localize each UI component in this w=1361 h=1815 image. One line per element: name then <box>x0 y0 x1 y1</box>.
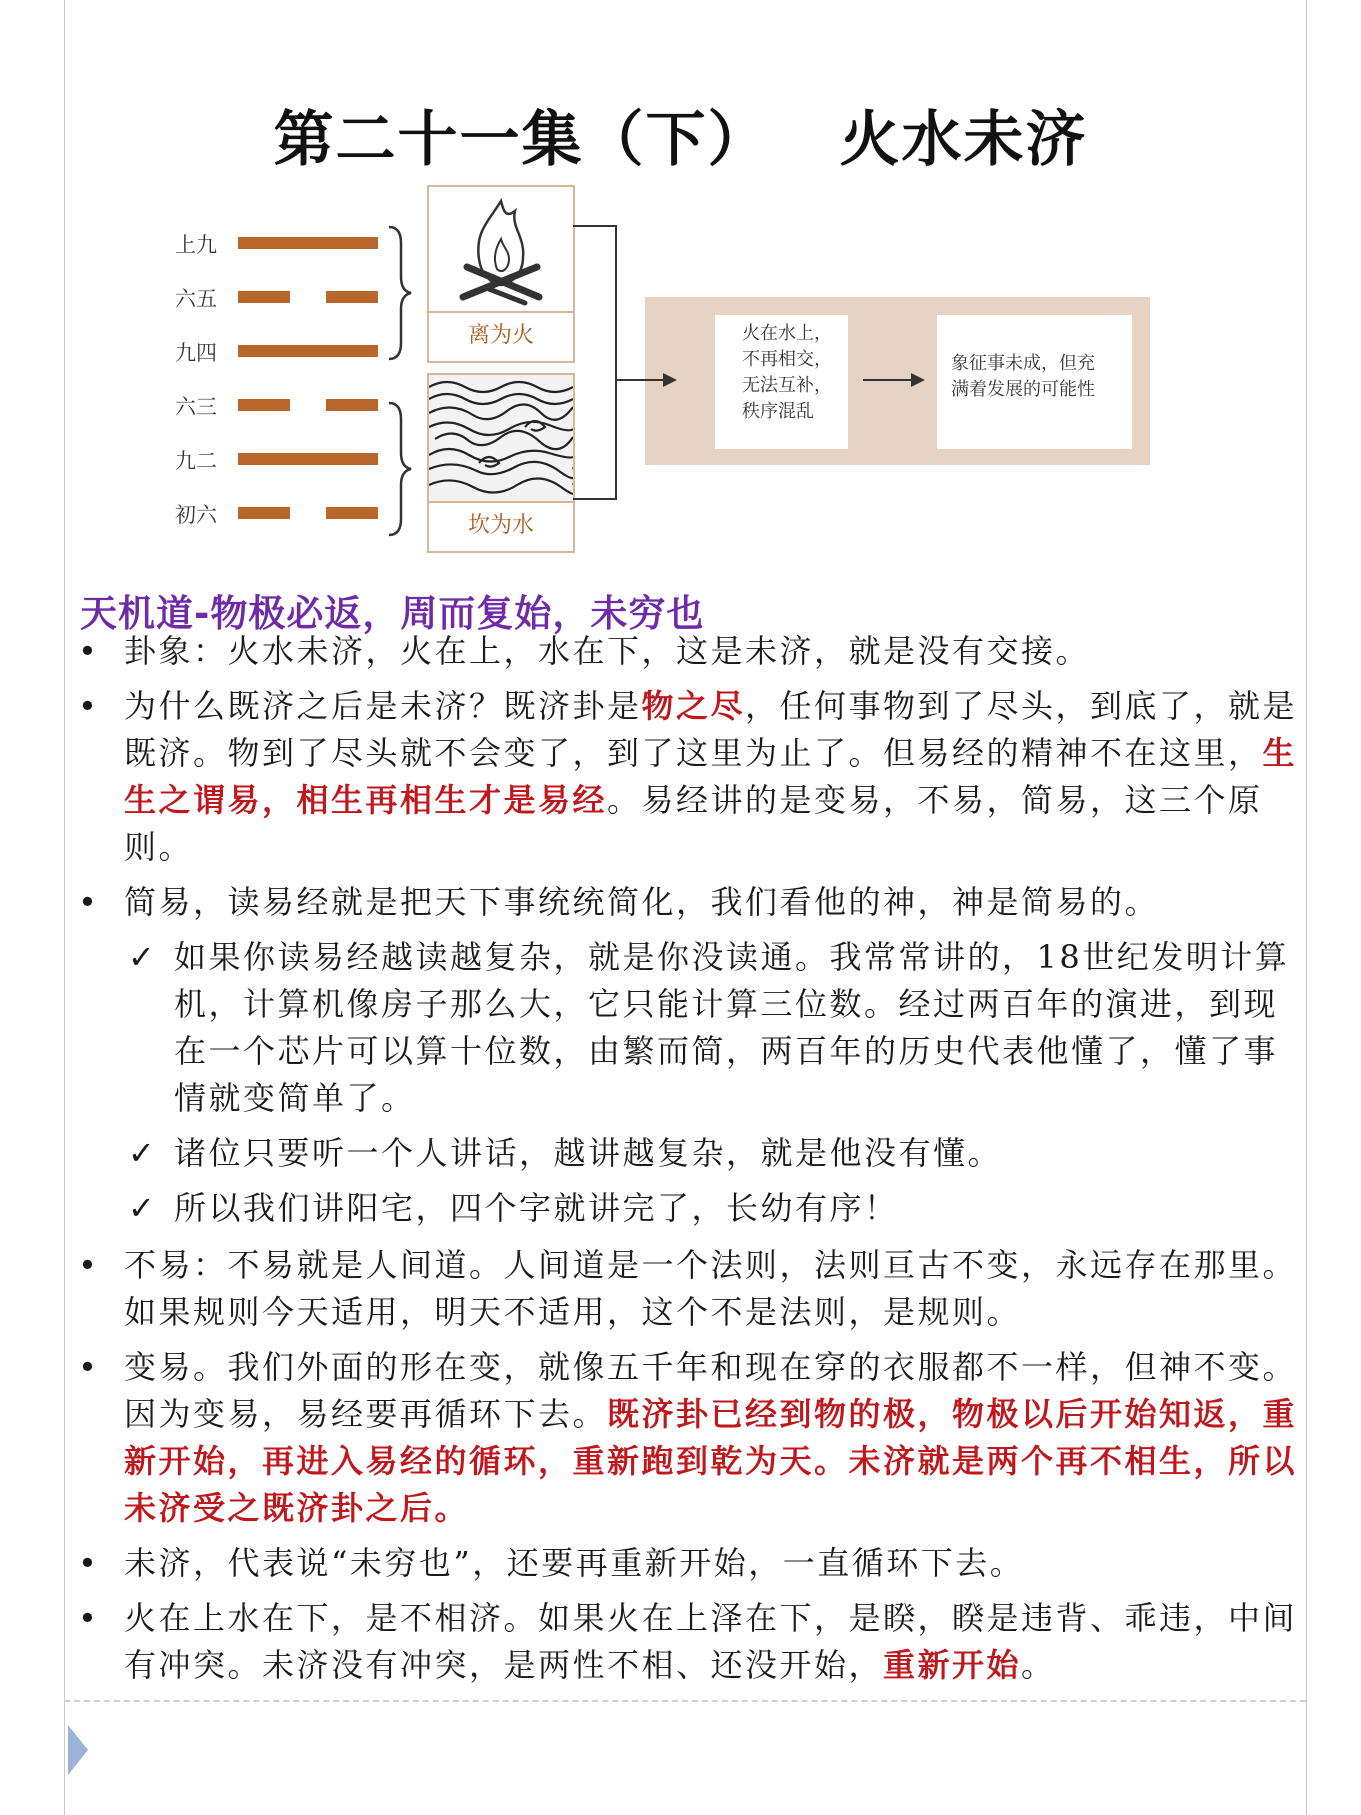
lower-trigram-caption: 坎为水 <box>429 501 573 551</box>
connector-vertical <box>615 225 617 500</box>
line-label-shangjiu: 上九 <box>175 233 217 257</box>
hexagram-diagram <box>175 185 1175 575</box>
check-list <box>128 934 1308 1232</box>
bullet-icon: • <box>78 1348 100 1386</box>
arrow-1-shaft <box>617 379 667 381</box>
yang-line-1 <box>238 237 378 249</box>
bullet-gua-xiang: • 卦象：火水未济，火在上，水在下，这是未济，就是没有交接。 <box>78 628 1308 675</box>
yin-line-2b <box>326 291 378 303</box>
line-label-liuwu: 六五 <box>175 287 217 311</box>
bullet-icon: • <box>78 687 100 725</box>
line-label-chuliu: 初六 <box>175 503 217 527</box>
arrow-2-shaft <box>863 379 915 381</box>
notes-body <box>78 628 1308 1697</box>
effect-line-4: 秩序混乱 <box>742 401 814 422</box>
yin-line-4a <box>238 399 290 411</box>
highlight-sheng-sheng: 生生之谓易，相生再相生才是易经 <box>124 734 1298 819</box>
highlight-chong-xin: 重新开始 <box>883 1646 1022 1684</box>
highlight-wu-ji: 既济卦已经到物的极，物极以后开始知返，重新开始，再进入易经的循环，重新跑到乾为天。未济就是两个再不相生，所以未济受之既济卦之后。 <box>124 1395 1298 1527</box>
bullet-icon: • <box>78 1246 100 1284</box>
yang-line-5 <box>238 453 378 465</box>
connector-bottom <box>573 498 615 500</box>
checkmark-icon: ✓ <box>128 938 158 976</box>
checkmark-icon: ✓ <box>128 1134 158 1172</box>
yin-line-2a <box>238 291 290 303</box>
effect-card <box>715 315 848 449</box>
section-heading: 天机道-物极必返，周而复始，未穷也 <box>80 592 705 635</box>
bullet-bu-xiang-ji: • 火在上水在下，是不相济。如果火在上泽在下，是睽，睽是违背、乖违，中间有冲突。未济没有冲突，是两性不相、还没开始，重新开始。 <box>78 1595 1308 1689</box>
bullet-bian-yi: • 变易。我们外面的形在变，就像五千年和现在穿的衣服都不一样，但神不变。因为变易，易经要再循环下去。既济卦已经到物的极，物极以后开始知返，重新开始，再进入易经的循环，重新跑到乾为天。未济就是两个再不相生，所以未济受之既济卦之后。 <box>78 1344 1308 1532</box>
check-item: ✓ 所以我们讲阳宅，四个字就讲完了，长幼有序！ <box>128 1185 1308 1232</box>
effect-line-2: 不再相交， <box>742 349 832 370</box>
bullet-wei-qiong: • 未济，代表说“未穷也”，还要再重新开始，一直循环下去。 <box>78 1540 1308 1587</box>
upper-trigram-caption: 离为火 <box>429 311 573 361</box>
bullet-icon: • <box>78 883 100 921</box>
symbolism-line-1: 象征事未成，但充 <box>951 353 1095 374</box>
highlight-wu-zhi-jin: 物之尽 <box>641 687 746 725</box>
bullet-icon: • <box>78 1599 100 1637</box>
arrow-2-head-icon <box>911 373 925 387</box>
bullet-icon: • <box>78 1544 100 1582</box>
water-image <box>427 373 575 553</box>
page-border-left <box>64 0 65 1815</box>
bullet-bu-yi: • 不易：不易就是人间道。人间道是一个法则，法则亘古不变，永远存在那里。如果规则今天适用，明天不适用，这个不是法则，是规则。 <box>78 1242 1308 1336</box>
checkmark-icon: ✓ <box>128 1189 158 1227</box>
page-title <box>0 92 1361 178</box>
effect-line-3: 无法互补， <box>742 375 832 396</box>
brace-icons <box>385 223 415 543</box>
symbolism-card <box>937 315 1132 449</box>
check-item: ✓ 诸位只要听一个人讲话，越讲越复杂，就是他没有懂。 <box>128 1130 1308 1177</box>
yin-line-4b <box>326 399 378 411</box>
fire-image <box>427 185 575 363</box>
title-episode: 第二十一集（下） <box>273 105 770 175</box>
effect-line-1: 火在水上， <box>742 323 832 344</box>
bullet-jian-yi: • 简易，读易经就是把天下事统统简化，我们看他的神，神是简易的。 <box>78 879 1308 926</box>
check-item: ✓ 如果你读易经越读越复杂，就是你没读通。我常常讲的，18世纪发明计算机，计算机像房子那么大，它只能计算三位数。经过两百年的演进，到现在一个芯片可以算十位数，由繁而简，两百年的历史代表他懂了，懂了事情就变简单了。 <box>128 934 1308 1122</box>
campfire-icon <box>429 187 573 313</box>
title-hexagram: 火水未济 <box>839 105 1088 175</box>
next-slide-icon[interactable] <box>68 1725 88 1775</box>
line-label-liusan: 六三 <box>175 395 217 419</box>
bullet-icon: • <box>78 632 100 670</box>
yang-line-3 <box>238 345 378 357</box>
waves-icon <box>429 375 573 503</box>
line-label-jiusi: 九四 <box>175 341 217 365</box>
connector-top <box>573 225 615 227</box>
line-label-jiuer: 九二 <box>175 449 217 473</box>
yin-line-6b <box>326 507 378 519</box>
dashed-divider <box>64 1700 1306 1702</box>
arrow-1-head-icon <box>663 373 677 387</box>
bullet-why-weiji: • 为什么既济之后是未济？既济卦是物之尽，任何事物到了尽头，到底了，就是既济。物到了尽头就不会变了，到了这里为止了。但易经的精神不在这里，生生之谓易，相生再相生才是易经。易经讲的是变易，不易，简易，这三个原则。 <box>78 683 1308 871</box>
symbolism-line-2: 满着发展的可能性 <box>951 379 1095 400</box>
yin-line-6a <box>238 507 290 519</box>
